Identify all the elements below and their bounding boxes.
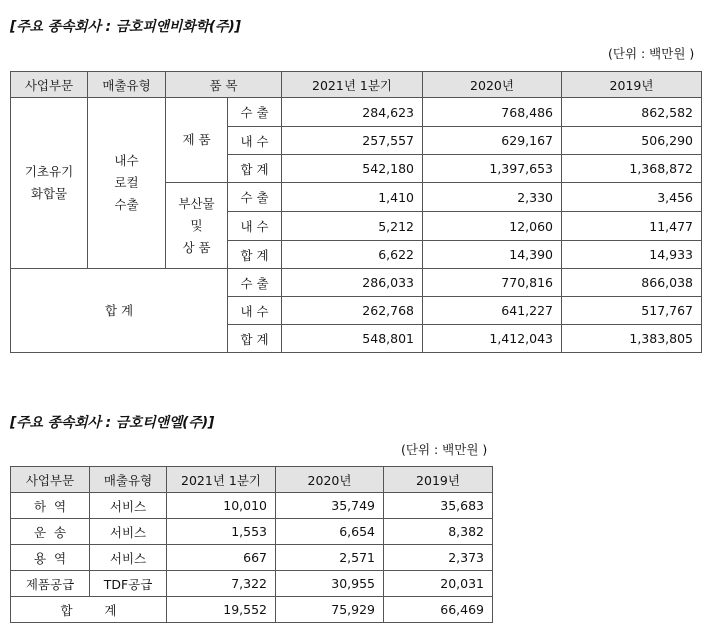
header-2021q1: 2021년 1분기 [167, 467, 276, 493]
merch-line: 및 [190, 217, 203, 233]
value-cell: 768,486 [423, 98, 562, 127]
grand-total-label: 합 계 [11, 597, 167, 623]
value-cell: 506,290 [562, 127, 702, 155]
value-cell: 30,955 [276, 571, 384, 597]
value-cell: 1,412,043 [423, 325, 562, 353]
value-cell: 7,322 [167, 571, 276, 597]
value-cell: 257,557 [282, 127, 423, 155]
value-cell: 35,749 [276, 493, 384, 519]
division-cell [11, 98, 88, 269]
value-cell: 66,469 [384, 597, 493, 623]
section1-unit: (단위 : 백만원 ) [608, 46, 695, 61]
header-2021q1: 2021년 1분기 [282, 72, 423, 98]
value-cell: 35,683 [384, 493, 493, 519]
value-cell: 286,033 [282, 269, 423, 297]
value-cell: 6,654 [276, 519, 384, 545]
value-cell: 1,368,872 [562, 155, 702, 183]
value-cell: 14,933 [562, 241, 702, 269]
merch-line: 부산물 [178, 195, 215, 211]
header-sales-type: 매출유형 [90, 467, 167, 493]
value-cell: 6,622 [282, 241, 423, 269]
row-kind: 내 수 [228, 297, 282, 325]
value-cell: 1,397,653 [423, 155, 562, 183]
division-cell: 용 역 [11, 545, 90, 571]
value-cell: 1,553 [167, 519, 276, 545]
value-cell: 517,767 [562, 297, 702, 325]
row-kind: 내 수 [228, 212, 282, 241]
division-cell: 운 송 [11, 519, 90, 545]
header-2020: 2020년 [276, 467, 384, 493]
grand-total-label: 합 계 [11, 269, 228, 353]
value-cell: 770,816 [423, 269, 562, 297]
value-cell: 2,373 [384, 545, 493, 571]
value-cell: 75,929 [276, 597, 384, 623]
row-kind: 수 출 [228, 269, 282, 297]
division-line: 화합물 [30, 186, 68, 201]
value-cell: 1,383,805 [562, 325, 702, 353]
row-kind: 합 계 [228, 155, 282, 183]
value-cell: 11,477 [562, 212, 702, 241]
division-cell: 제품공급 [11, 571, 90, 597]
header-item: 품 목 [166, 72, 282, 98]
row-kind: 합 계 [228, 325, 282, 353]
row-kind: 수 출 [228, 98, 282, 127]
section2-title: [주요 종속회사 : 금호티앤엘(주)] [10, 415, 215, 431]
sales-type-cell: 서비스 [90, 545, 167, 571]
row-kind: 내 수 [228, 127, 282, 155]
row-kind: 합 계 [228, 241, 282, 269]
header-division: 사업부문 [11, 72, 88, 98]
value-cell: 542,180 [282, 155, 423, 183]
merchandise-label [166, 183, 228, 269]
value-cell: 8,382 [384, 519, 493, 545]
sales-type-cell: 서비스 [90, 493, 167, 519]
row-kind: 수 출 [228, 183, 282, 212]
value-cell: 2,330 [423, 183, 562, 212]
kumho-tnl-sales-table [10, 466, 493, 623]
value-cell: 20,031 [384, 571, 493, 597]
sales-type-cell: 서비스 [90, 519, 167, 545]
value-cell: 629,167 [423, 127, 562, 155]
value-cell: 5,212 [282, 212, 423, 241]
value-cell: 12,060 [423, 212, 562, 241]
value-cell: 284,623 [282, 98, 423, 127]
section1-title: [주요 종속회사 : 금호피앤비화학(주)] [10, 19, 241, 35]
section2-unit: (단위 : 백만원 ) [401, 442, 488, 457]
kumho-pnb-sales-table [10, 71, 702, 353]
sales-type-cell [88, 98, 166, 269]
value-cell: 14,390 [423, 241, 562, 269]
merch-line: 상 품 [182, 239, 211, 255]
value-cell: 667 [167, 545, 276, 571]
header-2019: 2019년 [562, 72, 702, 98]
product-label: 제 품 [166, 98, 228, 183]
sales-type-line: 로컬 [114, 175, 139, 190]
division-cell: 하 역 [11, 493, 90, 519]
value-cell: 3,456 [562, 183, 702, 212]
value-cell: 262,768 [282, 297, 423, 325]
value-cell: 2,571 [276, 545, 384, 571]
value-cell: 548,801 [282, 325, 423, 353]
value-cell: 1,410 [282, 183, 423, 212]
sales-type-line: 수출 [114, 197, 139, 212]
value-cell: 10,010 [167, 493, 276, 519]
value-cell: 641,227 [423, 297, 562, 325]
header-2020: 2020년 [423, 72, 562, 98]
header-sales-type: 매출유형 [88, 72, 166, 98]
value-cell: 862,582 [562, 98, 702, 127]
value-cell: 19,552 [167, 597, 276, 623]
header-2019: 2019년 [384, 467, 493, 493]
sales-type-line: 내수 [114, 153, 139, 168]
sales-type-cell: TDF공급 [90, 571, 167, 597]
header-division: 사업부문 [11, 467, 90, 493]
division-line: 기초유기 [24, 164, 74, 179]
value-cell: 866,038 [562, 269, 702, 297]
